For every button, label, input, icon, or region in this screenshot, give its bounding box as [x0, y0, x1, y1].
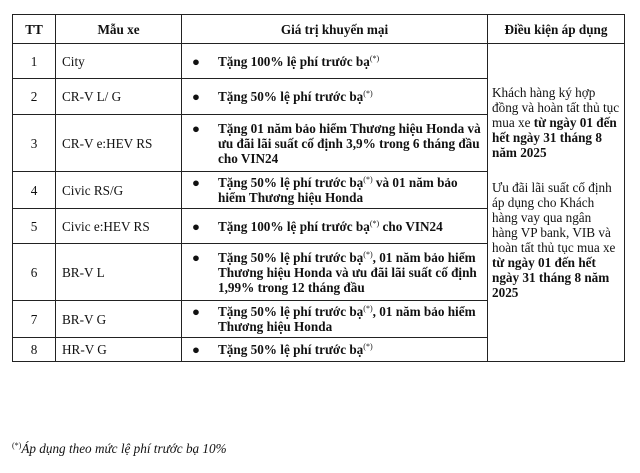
bullet-icon: ●: [192, 120, 200, 136]
model-name: Civic e:HEV RS: [56, 209, 182, 244]
bullet-icon: ●: [192, 249, 200, 265]
promotion-value: [182, 209, 488, 244]
row-number: 1: [13, 44, 56, 79]
footnote-mark: (*): [369, 53, 380, 63]
row-number: 6: [13, 244, 56, 301]
footnote: [12, 441, 227, 457]
bullet-icon: ●: [192, 342, 200, 357]
footnote-mark: (*): [369, 218, 380, 228]
promotion-text-part: Tặng 01 năm bảo hiểm Thương hiệu Honda và ưu đãi lãi suất cố định 3,9% trong 6 tháng đầu cho VIN24: [218, 120, 481, 166]
promotion-value: [182, 172, 488, 209]
footnote-text: Áp dụng theo mức lệ phí trước bạ 10%: [21, 441, 227, 456]
promotion-item: [186, 121, 483, 166]
promotion-text: [218, 121, 483, 166]
footnote-mark: (*): [363, 175, 373, 184]
promotion-item: [186, 175, 483, 205]
promotion-value: [182, 44, 488, 79]
footnote-mark: (*): [363, 342, 373, 351]
table-header-row: [13, 15, 625, 44]
table-row: [13, 44, 625, 79]
row-number: 8: [13, 338, 56, 362]
model-name: CR-V L/ G: [56, 79, 182, 115]
promotion-value: [182, 79, 488, 115]
row-number: 7: [13, 301, 56, 338]
promotion-text-part: Tặng 50% lệ phí trước bạ: [218, 89, 364, 104]
promotion-item: [186, 250, 483, 295]
promotion-item: [186, 89, 483, 104]
condition-cell: [488, 44, 625, 362]
footnote-mark: (*): [363, 304, 373, 313]
model-name: BR-V L: [56, 244, 182, 301]
model-name: CR-V e:HEV RS: [56, 115, 182, 172]
header-condition: Điều kiện áp dụng: [488, 15, 625, 44]
promotion-item: [186, 219, 483, 234]
condition-paragraph-1: [492, 85, 620, 160]
row-number: 3: [13, 115, 56, 172]
promotion-value: [182, 301, 488, 338]
promotion-text-part: , 01 năm bảo hiểm Thương hiệu Honda và ưu đãi lãi suất cố định 1,99% trong 12 tháng đầu: [218, 249, 477, 295]
bullet-icon: ●: [192, 89, 200, 104]
promotion-text: [218, 219, 443, 234]
promotion-value: [182, 244, 488, 301]
bullet-icon: ●: [192, 218, 200, 234]
condition-text: Khách hàng ký hợp đồng và hoàn tất thủ tục mua xe: [492, 85, 620, 130]
table-body: [13, 44, 625, 362]
promotion-text-part: Tặng 50% lệ phí trước bạ: [218, 304, 364, 319]
row-number: 4: [13, 172, 56, 209]
promotion-text: [218, 175, 483, 205]
promotion-value: [182, 115, 488, 172]
model-name: BR-V G: [56, 301, 182, 338]
promotion-text: [218, 342, 373, 357]
promotion-text-part: Tặng 50% lệ phí trước bạ: [218, 175, 364, 190]
promotion-item: [186, 304, 483, 334]
model-name: HR-V G: [56, 338, 182, 362]
header-model: Mẫu xe: [56, 15, 182, 44]
bullet-icon: ●: [192, 175, 200, 190]
promotion-table: [12, 14, 625, 362]
condition-text: Ưu đãi lãi suất cố định áp dụng cho Khách hàng vay qua ngân hàng VP bank, VIB và hoàn tất thủ tục mua xe: [492, 180, 616, 255]
condition-date: từ ngày 01 đến hết ngày 31 tháng 8 năm 2025: [492, 255, 610, 300]
promotion-value: [182, 338, 488, 362]
header-tt: TT: [13, 15, 56, 44]
model-name: Civic RS/G: [56, 172, 182, 209]
row-number: 2: [13, 79, 56, 115]
row-number: 5: [13, 209, 56, 244]
promotion-item: [186, 342, 483, 357]
footnote-mark: (*): [12, 441, 22, 450]
header-value: Giá trị khuyến mại: [182, 15, 488, 44]
promotion-text: [218, 54, 379, 69]
footnote-mark: (*): [363, 249, 373, 259]
promotion-text-part: Tặng 100% lệ phí trước bạ: [218, 53, 370, 69]
promotion-text-part: Tặng 50% lệ phí trước bạ: [218, 249, 364, 265]
promotion-text-part: Tặng 100% lệ phí trước bạ: [218, 218, 370, 234]
promotion-text-part: , 01 năm bảo hiểm Thương hiệu Honda: [218, 304, 476, 334]
model-name: City: [56, 44, 182, 79]
promotion-text-part: cho VIN24: [379, 218, 443, 234]
bullet-icon: ●: [192, 53, 200, 69]
promotion-text-part: và 01 năm bảo hiểm Thương hiệu Honda: [218, 175, 458, 205]
condition-date: từ ngày 01 đến hết ngày 31 tháng 8 năm 2025: [492, 115, 617, 160]
promotion-text: [218, 250, 483, 295]
promotion-item: [186, 54, 483, 69]
bullet-icon: ●: [192, 304, 200, 319]
condition-paragraph-2: [492, 180, 620, 300]
promotion-text: [218, 304, 483, 334]
promotion-text: [218, 89, 373, 104]
promotion-text-part: Tặng 50% lệ phí trước bạ: [218, 342, 364, 357]
footnote-mark: (*): [363, 89, 373, 98]
